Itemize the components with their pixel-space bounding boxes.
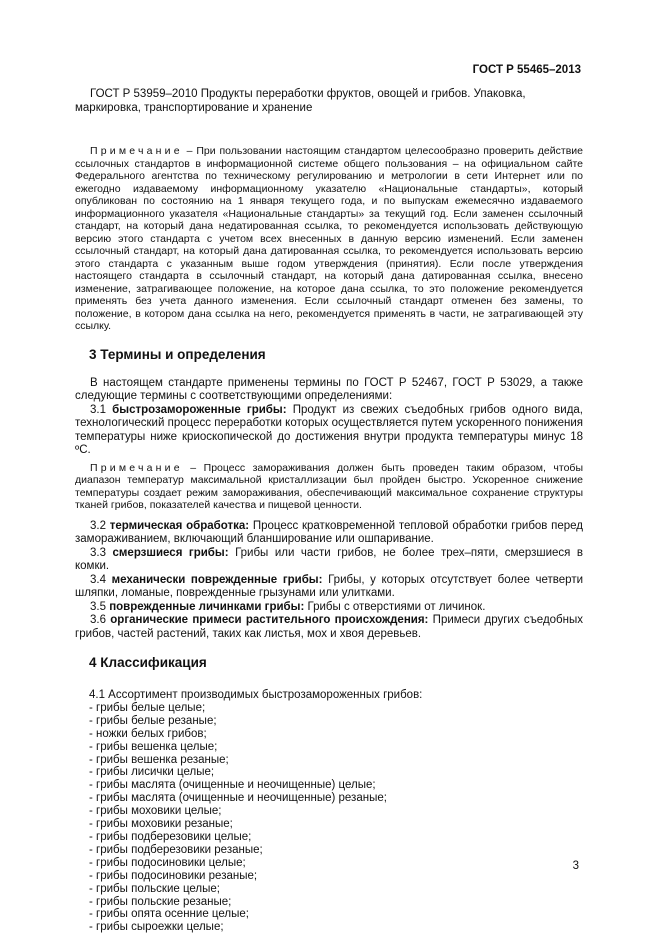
list-item: - грибы лисички целые; [89,766,215,779]
note-freezing-process [75,462,583,512]
term-definition: Процесс кратковременной тепловой обработки грибов перед замораживанием, включающий бланширование или ошпаривание. [75,519,583,545]
term-3-2 [75,520,583,547]
term-name: термическая обработка: [109,519,250,532]
note-label: Примечание [90,461,183,474]
list-item: - грибы белые резаные; [89,714,217,727]
list-item: - грибы польские целые; [89,882,220,895]
term-name: поврежденные личинками грибы: [109,600,305,613]
term-definition: Продукт из свежих съедобных грибов одного вида, технологический процесс переработки которых осуществляется путем ускоренного понижения температуры ниже криоскопической до достижения внутри продукта температуры минус 18 ºС. [75,403,583,456]
list-item: - грибы вешенка целые; [89,740,218,753]
term-number: 3.4 [90,573,106,586]
term-3-4 [75,574,583,601]
term-name: органические примеси растительного происхождения: [110,614,429,626]
note-referenced-standards [75,145,583,333]
assortment-list [75,689,583,934]
note-label: Примечание [90,145,183,157]
assortment-intro: 4.1 Ассортимент производимых быстрозамороженных грибов: [89,689,423,701]
list-item: - грибы моховики резаные; [89,818,233,831]
list-item: - грибы маслята (очищенные и неочищенные) целые; [89,779,376,792]
list-item: - грибы маслята (очищенные и неочищенные) резаные; [89,792,387,805]
term-number: 3.5 [90,600,106,613]
note-text: – При пользовании настоящим стандартом целесообразно проверить действие ссылочных стандартов в информационной системе общего пользования – на официальном сайте Федерального агентства по техническому регулированию и метрологии в сети Интернет или по ежегодно издаваемому информационному указателю «Национальные стандарты», который опубликован по состоянию на 1 января текущего года, и по выпускам ежемесячно издаваемого информационного указателя «Национальные стандарты» за текущий год. Если заменен ссылочный стандарт, на который дана недатированная ссылка, то рекомендуется использовать действующую версию этого стандарта с учетом всех внесенных в данную версию изменений. Если заменен ссылочный стандарт, на который дана датированная ссылка, то рекомендуется использовать версию этого стандарта с указанным выше годом утверждения (принятия). Если после утверждения настоящего стандарта в ссылочный стандарт, на который дана датированная ссылка, внесено изменение, затрагивающее положение, на которое дана ссылка, то это положение рекомендуется применять без учета данного изменения. Если ссылочный стандарт отменен без замены, то положение, в котором дана ссылка на него, рекомендуется применять в части, не затрагивающей эту ссылку. [75,145,583,332]
list-item: - грибы опята осенние целые; [89,908,249,921]
list-item: - грибы подосиновики резаные; [89,869,258,882]
list-item: - грибы подберезовики резаные; [89,843,263,856]
list-item: - грибы подосиновики целые; [89,856,246,869]
section-3-intro: В настоящем стандарте применены термины по ГОСТ Р 52467, ГОСТ Р 53029, а также следующие термины с соответствующими определениями: [75,376,583,402]
term-3-1 [75,404,583,458]
term-number: 3.3 [90,546,106,559]
page-content [75,88,583,934]
term-definition: Примеси других съедобных грибов, частей растений, таких как листья, мох и хвоя деревьев. [75,614,584,640]
list-item: - ножки белых грибов; [89,727,207,740]
list-item: - грибы сыроежки целые; [89,921,224,934]
term-definition: Грибы с отверстиями от личинок. [307,600,486,613]
term-3-6 [75,614,583,641]
list-item: - грибы моховики целые; [89,805,222,818]
term-number: 3.1 [90,403,106,416]
section-3-heading: 3 Термины и определения [89,346,266,362]
section-4-heading: 4 Классификация [89,655,207,670]
term-number: 3.6 [90,614,106,626]
list-item: - грибы польские резаные; [89,895,232,908]
term-3-5 [75,601,583,615]
term-name: смерзшиеся грибы: [112,546,229,559]
term-definition: Грибы, у которых отсутствует более четверти шляпки, ломаные, поврежденные грызунами или улитками. [75,573,584,599]
term-name: механически поврежденные грибы: [111,573,323,586]
note-text: – Процесс замораживания должен быть проведен таким образом, чтобы диапазон температур максимальной кристаллизации был пройден быстро. Ускоренное снижение температуры создает режим замораживания, обеспечивающий максимальное сохранение структуры тканей грибов, показателей качества и пищевой ценности. [75,461,583,511]
list-item: - грибы вешенка резаные; [89,753,229,766]
normative-reference: ГОСТ Р 53959–2010 Продукты переработки фруктов, овощей и грибов. Упаковка, маркировка, транспортирование и хранение [75,88,526,114]
term-name: быстрозамороженные грибы: [112,403,287,416]
term-number: 3.2 [90,519,106,532]
list-item: - грибы подберезовики целые; [89,830,252,843]
page-number: 3 [572,860,579,872]
document-code-header: ГОСТ Р 55465–2013 [472,64,581,76]
list-item: - грибы белые целые; [89,701,206,714]
term-definition: Грибы или части грибов, не более трех–пяти, смерзшиеся в комки. [75,546,584,572]
term-3-3 [75,547,583,574]
